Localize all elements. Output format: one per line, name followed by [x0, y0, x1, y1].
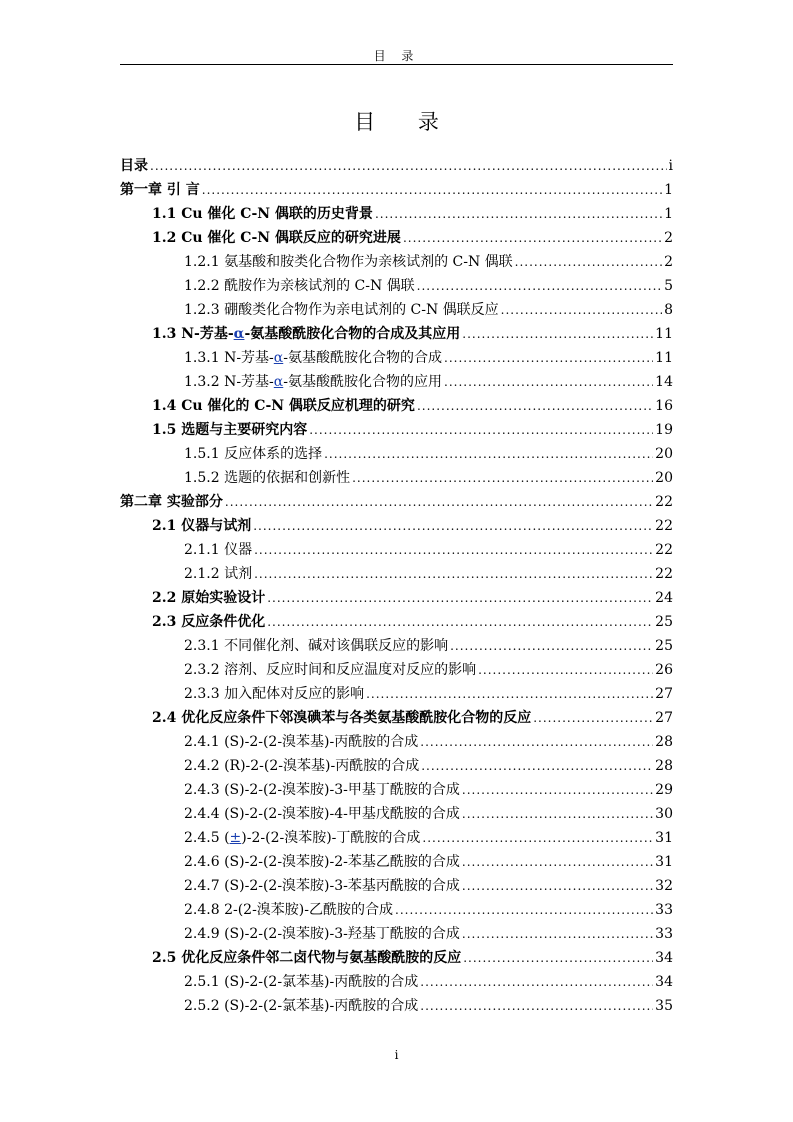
- toc-entry-text: 2.4.8 2-(2-溴苯胺)-乙酰胺的合成: [184, 902, 394, 918]
- toc-page-number: 28: [655, 758, 673, 774]
- toc-entry-text-part: 1.3.1 N-芳基-: [184, 350, 274, 366]
- toc-entry[interactable]: [120, 538, 673, 562]
- toc-entry-text-part: -氨基酸酰胺化合物的应用: [283, 374, 442, 390]
- toc-entry[interactable]: [120, 226, 673, 250]
- toc-entry-text-part: 1.3 N-芳基-: [152, 326, 234, 342]
- dot-leader: [444, 370, 653, 394]
- toc-page-number: 33: [655, 902, 673, 918]
- toc-entry-text-part: 2.4.5 (: [184, 830, 230, 846]
- table-of-contents: [120, 154, 673, 1018]
- toc-entry[interactable]: [120, 394, 673, 418]
- toc-entry-text: 2.4.1 (S)-2-(2-溴苯基)-丙酰胺的合成: [184, 734, 419, 750]
- dot-leader: [375, 202, 662, 226]
- toc-entry-text: 2.3.3 加入配体对反应的影响: [184, 686, 365, 702]
- toc-page-number: 29: [655, 782, 673, 798]
- greek-symbol-link[interactable]: α: [273, 374, 284, 390]
- header-rule: [120, 64, 673, 65]
- toc-entry[interactable]: [120, 418, 673, 442]
- toc-page-number: 19: [655, 422, 673, 438]
- page-number: i: [394, 1048, 399, 1062]
- greek-symbol-link[interactable]: α: [273, 350, 284, 366]
- toc-entry-text: 2.1.1 仪器: [184, 542, 253, 558]
- toc-page-number: 22: [655, 566, 673, 582]
- toc-page-number: 22: [655, 542, 673, 558]
- toc-entry[interactable]: [120, 754, 673, 778]
- toc-page-number: 2: [664, 254, 673, 270]
- toc-title: 目 录: [354, 110, 457, 134]
- toc-entry[interactable]: [120, 682, 673, 706]
- running-header: 目 录: [373, 49, 420, 63]
- toc-entry-text: [184, 370, 442, 394]
- toc-page-number: 8: [664, 302, 673, 318]
- toc-page-number: 1: [664, 206, 673, 222]
- dot-leader: [324, 442, 653, 466]
- toc-page-number: 20: [655, 446, 673, 462]
- toc-entry[interactable]: [120, 802, 673, 826]
- toc-entry-text: 2.4.7 (S)-2-(2-溴苯胺)-3-苯基丙酰胺的合成: [184, 878, 460, 894]
- greek-symbol-link[interactable]: ±: [229, 830, 242, 846]
- toc-entry[interactable]: [120, 610, 673, 634]
- toc-entry-text: 2.2 原始实验设计: [152, 590, 266, 606]
- dot-leader: [417, 274, 662, 298]
- toc-entry[interactable]: [120, 874, 673, 898]
- toc-entry-text: 1.2 Cu 催化 C-N 偶联反应的研究进展: [152, 230, 401, 246]
- toc-entry-text: 1.2.3 硼酸类化合物作为亲电试剂的 C-N 偶联反应: [184, 302, 499, 318]
- toc-page-number: 32: [655, 878, 673, 894]
- toc-entry-text: 2.4.6 (S)-2-(2-溴苯胺)-2-苯基乙酰胺的合成: [184, 854, 460, 870]
- toc-entry[interactable]: [120, 346, 673, 370]
- toc-entry-text: 1.1 Cu 催化 C-N 偶联的历史背景: [152, 206, 373, 222]
- toc-entry[interactable]: [120, 658, 673, 682]
- toc-page-number: 25: [655, 614, 673, 630]
- toc-page-number: 27: [655, 686, 673, 702]
- toc-page-number: 26: [655, 662, 673, 678]
- toc-page-number: 1: [664, 182, 673, 198]
- dot-leader: [533, 706, 653, 730]
- toc-entry-text-part: )-2-(2-溴苯胺)-丁酰胺的合成: [241, 830, 421, 846]
- toc-entry-text: 2.4.3 (S)-2-(2-溴苯胺)-3-甲基丁酰胺的合成: [184, 782, 460, 798]
- toc-entry-text: 2.5.2 (S)-2-(2-氯苯基)-丙酰胺的合成: [184, 998, 419, 1014]
- toc-entry-text: 2.4 优化反应条件下邻溴碘苯与各类氨基酸酰胺化合物的反应: [152, 710, 532, 726]
- dot-leader: [403, 226, 662, 250]
- toc-page-number: 28: [655, 734, 673, 750]
- toc-page-number: 22: [655, 494, 673, 510]
- dot-leader: [267, 586, 653, 610]
- toc-entry-text: 1.4 Cu 催化的 C-N 偶联反应机理的研究: [152, 398, 415, 414]
- toc-entry[interactable]: [120, 298, 673, 322]
- toc-entry-text: 2.3.2 溶剂、反应时间和反应温度对反应的影响: [184, 662, 477, 678]
- toc-entry-text: 2.4.2 (R)-2-(2-溴苯基)-丙酰胺的合成: [184, 758, 420, 774]
- toc-page-number: 31: [655, 854, 673, 870]
- toc-entry-text: [184, 826, 420, 850]
- toc-page-number: 25: [655, 638, 673, 654]
- toc-entry-text-part: -氨基酸酰胺化合物的合成及其应用: [244, 326, 461, 342]
- dot-leader: [462, 322, 653, 346]
- dot-leader: [420, 994, 653, 1018]
- dot-leader: [450, 634, 653, 658]
- dot-leader: [421, 754, 653, 778]
- toc-entry[interactable]: [120, 442, 673, 466]
- toc-entry[interactable]: [120, 706, 673, 730]
- dot-leader: [462, 778, 653, 802]
- toc-entry-text: 2.1 仪器与试剂: [152, 518, 252, 534]
- toc-entry-text: 2.1.2 试剂: [184, 566, 253, 582]
- toc-entry-text: [184, 346, 442, 370]
- toc-page-number: 24: [655, 590, 673, 606]
- toc-entry[interactable]: [120, 970, 673, 994]
- dot-leader: [478, 658, 653, 682]
- toc-page-number: 14: [655, 374, 673, 390]
- dot-leader: [462, 922, 653, 946]
- toc-entry-text: 2.4.9 (S)-2-(2-溴苯胺)-3-羟基丁酰胺的合成: [184, 926, 460, 942]
- toc-entry-text: 目录: [120, 158, 148, 174]
- toc-entry[interactable]: [120, 322, 673, 346]
- dot-leader: [225, 490, 653, 514]
- toc-entry[interactable]: [120, 850, 673, 874]
- toc-entry-text: 2.4.4 (S)-2-(2-溴苯胺)-4-甲基戊酰胺的合成: [184, 806, 460, 822]
- toc-page-number: 33: [655, 926, 673, 942]
- dot-leader: [420, 730, 653, 754]
- toc-entry[interactable]: [120, 250, 673, 274]
- toc-entry[interactable]: [120, 202, 673, 226]
- dot-leader: [253, 514, 653, 538]
- toc-entry[interactable]: [120, 946, 673, 970]
- toc-entry[interactable]: [120, 994, 673, 1018]
- toc-page-number: 11: [655, 350, 673, 366]
- toc-page-number: 2: [664, 230, 673, 246]
- dot-leader: [501, 298, 662, 322]
- toc-entry-text-part: 1.3.2 N-芳基-: [184, 374, 274, 390]
- dot-leader: [515, 250, 662, 274]
- dot-leader: [462, 850, 653, 874]
- toc-entry-text: 第二章 实验部分: [120, 494, 223, 510]
- dot-leader: [254, 562, 653, 586]
- toc-page-number: 22: [655, 518, 673, 534]
- dot-leader: [463, 946, 653, 970]
- toc-page-number: 16: [655, 398, 673, 414]
- toc-entry[interactable]: [120, 634, 673, 658]
- toc-entry[interactable]: [120, 778, 673, 802]
- toc-entry[interactable]: [120, 466, 673, 490]
- toc-entry[interactable]: [120, 274, 673, 298]
- dot-leader: [150, 154, 667, 178]
- greek-symbol-link[interactable]: α: [233, 326, 245, 342]
- dot-leader: [202, 178, 662, 202]
- toc-page-number: i: [668, 158, 673, 174]
- toc-entry-text: 1.2.1 氨基酸和胺类化合物作为亲核试剂的 C-N 偶联: [184, 254, 513, 270]
- dot-leader: [462, 802, 653, 826]
- toc-page-number: 35: [655, 998, 673, 1014]
- dot-leader: [444, 346, 653, 370]
- toc-page-number: 31: [655, 830, 673, 846]
- toc-entry-text-part: -氨基酸酰胺化合物的合成: [283, 350, 442, 366]
- toc-entry[interactable]: [120, 730, 673, 754]
- toc-entry-text: [152, 322, 460, 346]
- toc-page-number: 20: [655, 470, 673, 486]
- toc-entry[interactable]: [120, 154, 673, 178]
- toc-entry-text: 1.2.2 酰胺作为亲核试剂的 C-N 偶联: [184, 278, 415, 294]
- dot-leader: [395, 898, 653, 922]
- toc-entry-text: 1.5.2 选题的依据和创新性: [184, 470, 351, 486]
- toc-page-number: 34: [655, 950, 673, 966]
- toc-page-number: 11: [655, 326, 673, 342]
- toc-entry[interactable]: [120, 178, 673, 202]
- dot-leader: [462, 874, 653, 898]
- dot-leader: [422, 826, 653, 850]
- toc-entry[interactable]: [120, 826, 673, 850]
- toc-entry-text: 1.5.1 反应体系的选择: [184, 446, 323, 462]
- toc-entry[interactable]: [120, 514, 673, 538]
- toc-entry[interactable]: [120, 922, 673, 946]
- toc-entry[interactable]: [120, 898, 673, 922]
- dot-leader: [417, 394, 653, 418]
- toc-entry-text: 2.5 优化反应条件邻二卤代物与氨基酸酰胺的反应: [152, 950, 462, 966]
- dot-leader: [420, 970, 653, 994]
- toc-entry[interactable]: [120, 562, 673, 586]
- toc-entry[interactable]: [120, 586, 673, 610]
- toc-page-number: 30: [655, 806, 673, 822]
- toc-page-number: 34: [655, 974, 673, 990]
- toc-entry-text: 2.5.1 (S)-2-(2-氯苯基)-丙酰胺的合成: [184, 974, 419, 990]
- toc-page-number: 5: [664, 278, 673, 294]
- toc-entry[interactable]: [120, 370, 673, 394]
- dot-leader: [309, 418, 653, 442]
- toc-entry-text: 第一章 引 言: [120, 182, 200, 198]
- toc-entry-text: 1.5 选题与主要研究内容: [152, 422, 308, 438]
- dot-leader: [267, 610, 653, 634]
- dot-leader: [254, 538, 653, 562]
- toc-entry[interactable]: [120, 490, 673, 514]
- toc-entry-text: 2.3 反应条件优化: [152, 614, 266, 630]
- dot-leader: [366, 682, 653, 706]
- toc-entry-text: 2.3.1 不同催化剂、碱对该偶联反应的影响: [184, 638, 449, 654]
- toc-page-number: 27: [655, 710, 673, 726]
- dot-leader: [352, 466, 653, 490]
